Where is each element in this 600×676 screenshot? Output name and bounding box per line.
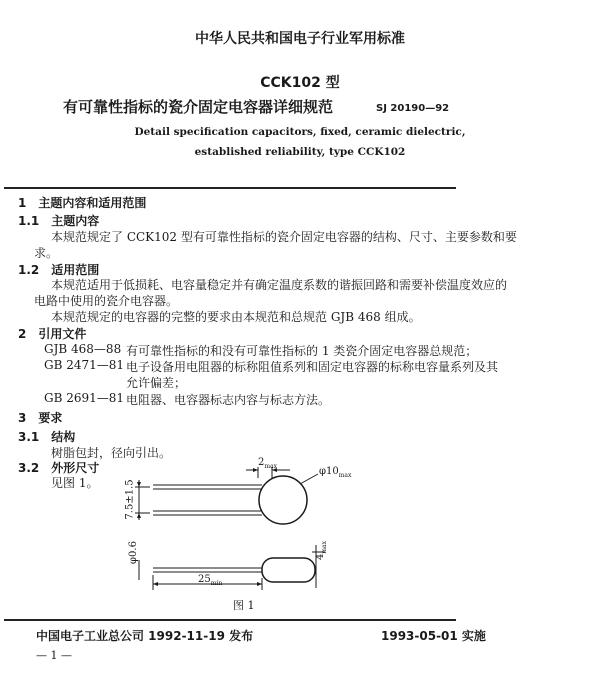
section-1-2-text-cont: 电路中使用的瓷介电容器。 [34,294,179,308]
reference-title: 电阻器、电容器标志内容与标志方法。 [126,393,331,407]
section-3-title: 3 要求 [18,411,63,425]
capacitor-side-body [262,558,315,582]
dim-leader [300,474,318,484]
section-1-2-text: 本规范适用于低损耗、电容量稳定并有确定温度系数的谐振回路和需要补偿温度效应的 [51,278,508,292]
issuer-date: 中国电子工业总公司 1992-11-19 发布 [36,629,254,643]
dim-thickness-label: $4_{max}$ [315,540,329,561]
doc-title: 有可靠性指标的瓷介固定电容器详细规范 [63,98,334,116]
implementation-date: 1993-05-01 实施 [381,629,486,643]
reference-title-cont: 允许偏差； [126,376,187,390]
org-standard-title: 中华人民共和国电子行业军用标准 [195,31,405,47]
figure-caption: 图 1 [233,599,255,612]
section-3-1-title: 3.1 结构 [18,430,76,444]
dim-width-label: $2_{max}$ [258,457,278,470]
section-1-2-title: 1.2 适用范围 [18,263,100,277]
reference-code: GB 2471—81 [44,358,125,372]
section-1-title: 1 主题内容和适用范围 [18,196,147,210]
dim-lead-diameter-label: φ0.6 [127,541,139,564]
section-3-2-title: 3.2 外形尺寸 [18,461,100,475]
section-1-1-text: 本规范规定了 CCK102 型有可靠性指标的瓷介固定电容器的结构、尺寸、主要参数和要 [51,230,517,244]
section-1-2-text-2: 本规范规定的电容器的完整的要求由本规范和总规范 GJB 468 组成。 [51,310,421,324]
footer-rule [4,619,456,621]
section-1-1-title: 1.1 主题内容 [18,214,100,228]
reference-title: 有可靠性指标的和没有可靠性指标的 1 类瓷介固定电容器总规范； [126,344,478,358]
section-2-title: 2 引用文件 [18,327,87,341]
english-title-line1: Detail specification capacitors, fixed, ceramic dielectric, [134,126,466,138]
dim-pitch-label: 7.5±1.5 [124,479,136,520]
capacitor-disc [259,476,307,524]
page-number: — 1 — [36,649,72,662]
english-title-line2: established reliability, type CCK102 [194,146,406,158]
section-3-1-text: 树脂包封，径向引出。 [51,446,172,460]
section-3-2-text: 见图 1。 [51,476,99,490]
dim-lead-length-label: $25_{min}$ [198,574,223,587]
reference-code: GB 2691—81 [44,391,125,405]
standard-number: SJ 20190—92 [376,103,450,114]
doc-title-type: CCK102 型 [260,75,340,91]
reference-code: GJB 468—88 [44,342,122,356]
dim-diameter-label: $\varphi 10_{max}$ [319,466,352,479]
reference-title: 电子设备用电阻器的标称阻值系列和固定电容器的标称电容量系列及其 [126,360,499,374]
section-1-1-text-cont: 求。 [34,246,59,260]
